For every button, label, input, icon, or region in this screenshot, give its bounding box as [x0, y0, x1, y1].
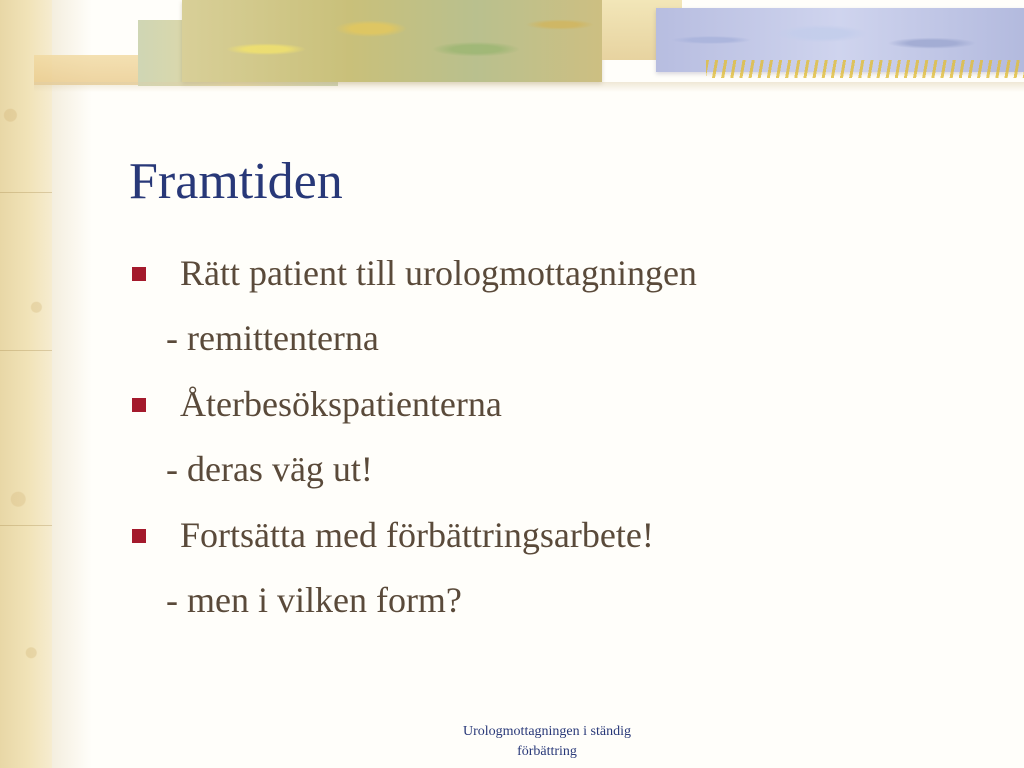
decorative-header-band — [34, 0, 1024, 86]
header-decor-tile — [34, 55, 154, 85]
header-shadow — [34, 82, 1024, 92]
square-bullet-icon — [132, 267, 146, 281]
square-bullet-icon — [132, 529, 146, 543]
strip-seam — [0, 525, 52, 526]
strip-seam — [0, 350, 52, 351]
bullet-item-3: Fortsätta med förbättringsarbete! — [180, 515, 654, 555]
header-leaf-image — [182, 0, 602, 82]
bullet-item-2: Återbesökspatienterna — [180, 384, 502, 424]
square-bullet-icon — [132, 398, 146, 412]
slide-footer — [412, 722, 682, 762]
bullet-item-1: Rätt patient till urologmottagningen — [180, 253, 697, 293]
strip-seam — [0, 192, 52, 193]
sub-item-1: - remittenterna — [166, 318, 379, 358]
slide-title: Framtiden — [129, 153, 343, 210]
footer-line-1: Urologmottagningen i ständig — [463, 724, 631, 739]
sub-item-2: - deras väg ut! — [166, 449, 373, 489]
footer-line-2: förbättring — [517, 744, 577, 759]
header-grass-decor — [706, 60, 1024, 78]
parchment-border-strip — [0, 0, 52, 768]
sub-item-3: - men i vilken form? — [166, 580, 462, 620]
border-shading — [52, 0, 92, 768]
